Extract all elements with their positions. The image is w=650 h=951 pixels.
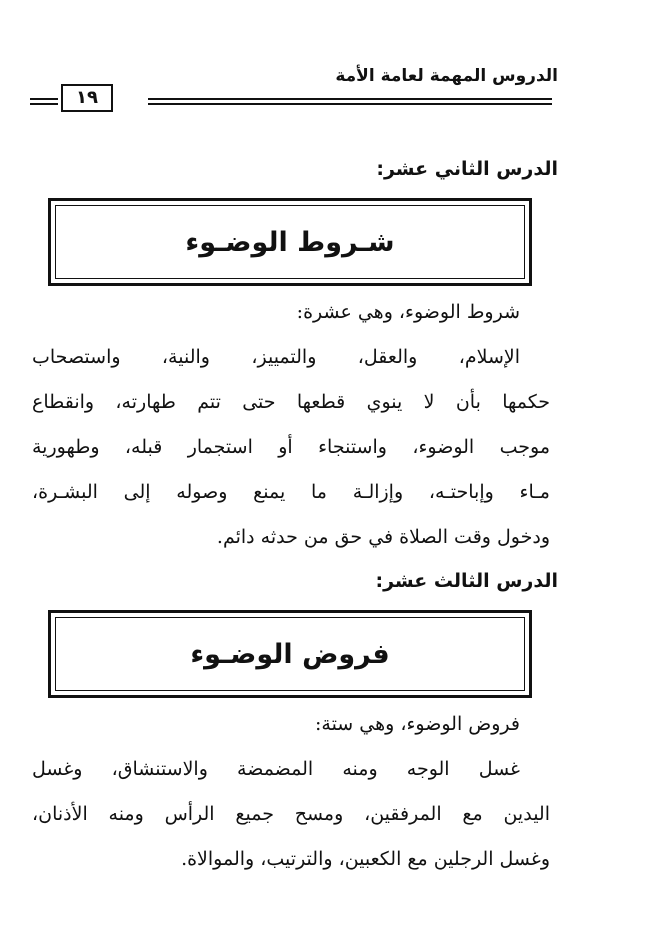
lesson-12-line: حكمها بأن لا ينوي قطعها حتى تتم طهارته، وانقطاع [32, 391, 550, 413]
lesson-13-title: فروض الوضـوء [190, 638, 390, 670]
lesson-12-line: مـاء وإباحتـه، وإزالـة ما يمنع وصوله إلى البشـرة، [32, 481, 550, 503]
lesson-12-line: الإسلام، والعقل، والتمييز، والنية، واستصحاب [32, 346, 520, 368]
lesson-13-intro-line: فروض الوضوء، وهي ستة: [314, 713, 520, 735]
lesson-12-title-inner-frame [55, 205, 525, 279]
header-rule-left-top [30, 98, 58, 100]
lesson-13-line: وغسل الرجلين مع الكعبين، والترتيب، والموالاة. [181, 848, 550, 870]
header-rule-right-top [148, 98, 552, 100]
lesson-13-body [32, 702, 550, 882]
lesson-12-title-frame [48, 198, 532, 286]
lesson-13-line: اليدين مع المرفقين، ومسح جميع الرأس ومنه الأذنان، [32, 803, 550, 825]
lesson-13-heading: الدرس الثالث عشر: [375, 570, 558, 592]
header-rule-left-bottom [30, 103, 58, 105]
lesson-13-title-inner-frame [55, 617, 525, 691]
lesson-12-body [32, 290, 550, 560]
page-number: ١٩ [61, 84, 113, 112]
lesson-12-title: شـروط الوضـوء [185, 226, 395, 258]
lesson-12-line: ودخول وقت الصلاة في حق من حدثه دائم. [216, 526, 550, 548]
lesson-12-heading: الدرس الثاني عشر: [376, 158, 558, 180]
lesson-12-intro-line: شروط الوضوء، وهي عشرة: [296, 301, 520, 323]
header-rule-right-bottom [148, 103, 552, 105]
lesson-12-line: موجب الوضوء، واستنجاء أو استجمار قبله، وطهورية [32, 436, 550, 458]
lesson-13-title-frame [48, 610, 532, 698]
lesson-13-line: غسل الوجه ومنه المضمضة والاستنشاق، وغسل [32, 758, 520, 780]
running-header-title: الدروس المهمة لعامة الأمة [335, 66, 558, 86]
